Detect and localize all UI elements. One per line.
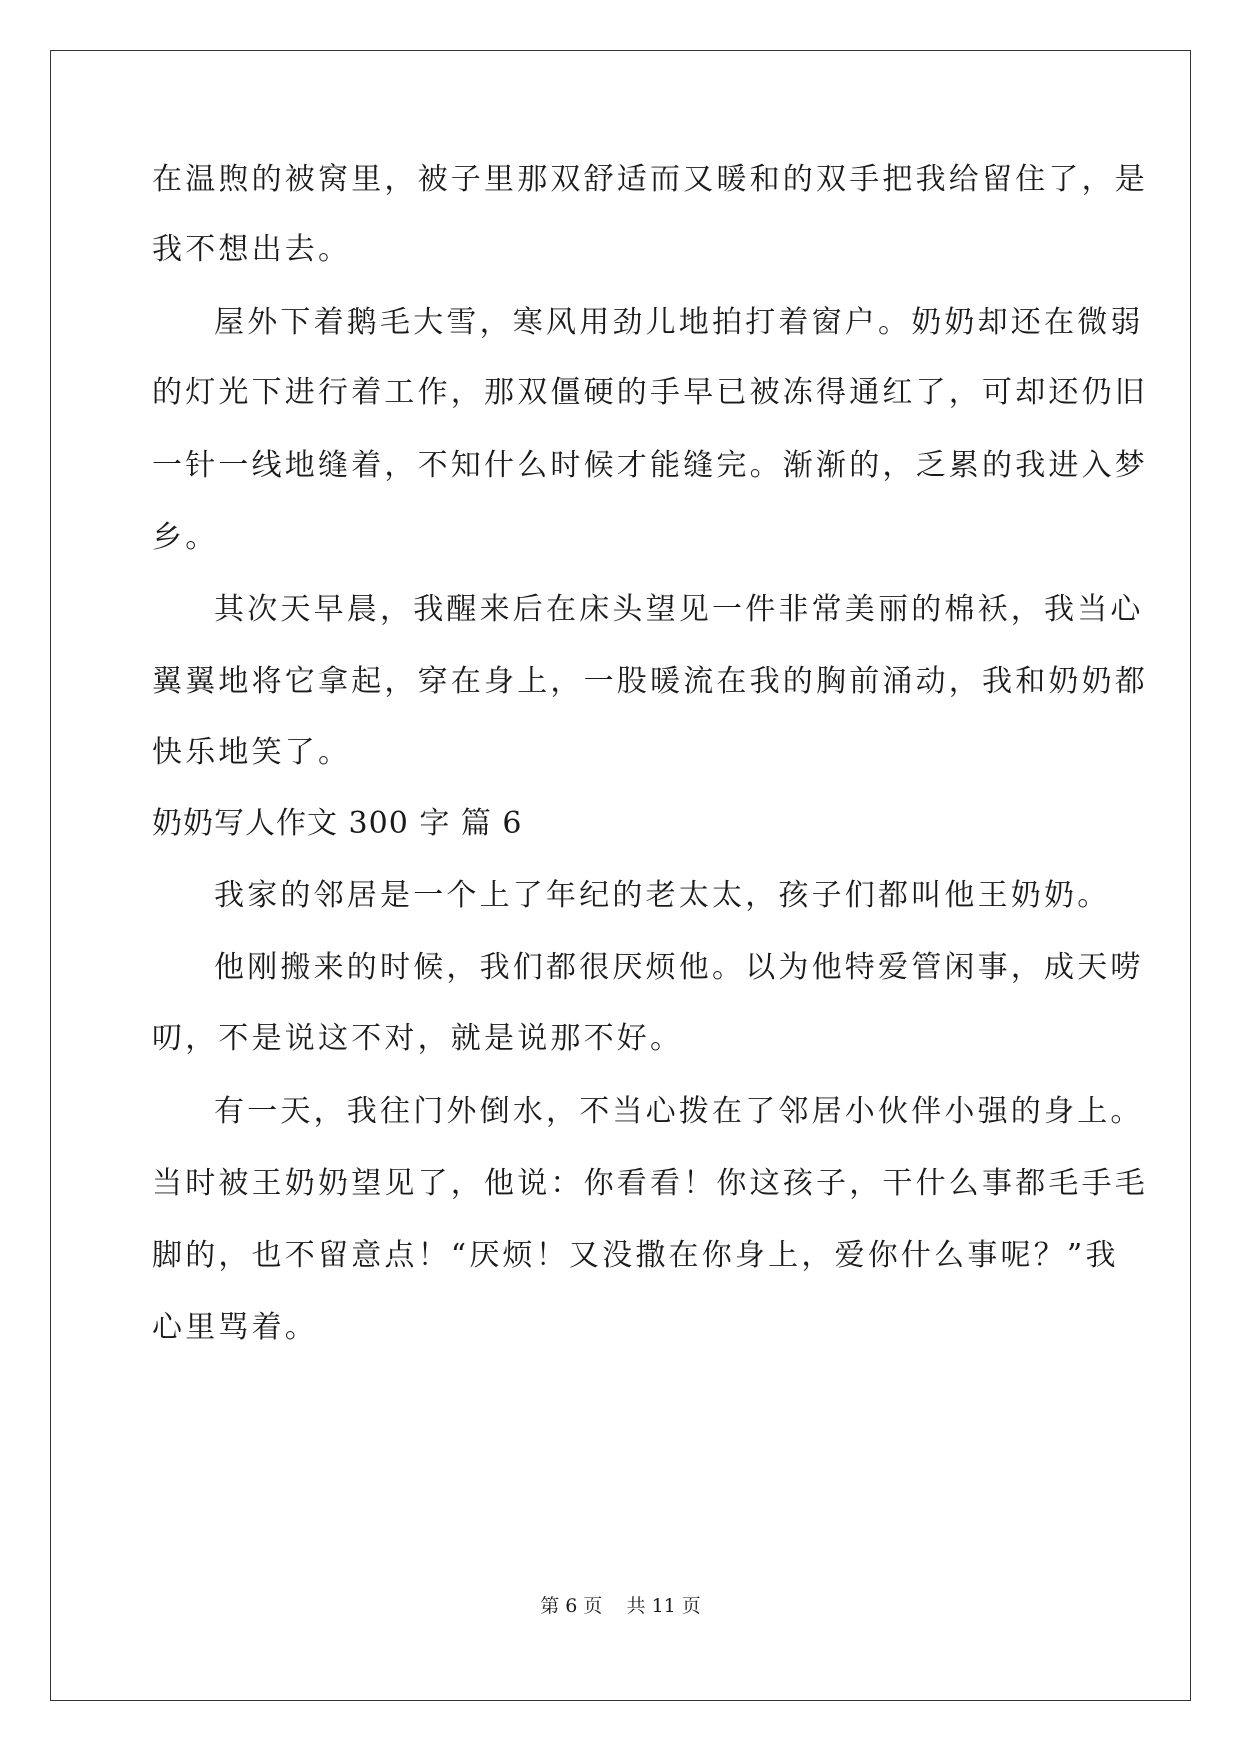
body-line: 心里骂着。	[152, 1310, 318, 1345]
body-line: 快乐地笑了。	[152, 735, 352, 770]
body-line: 叨，不是说这不对，就是说那不好。	[152, 1021, 684, 1056]
body-line: 其次天早晨，我醒来后在床头望见一件非常美丽的棉袄，我当心	[214, 592, 1144, 627]
body-line: 有一天，我往门外倒水，不当心拨在了邻居小伙伴小强的身上。	[214, 1094, 1144, 1129]
body-line: 乡。	[152, 520, 219, 555]
body-line: 脚的，也不留意点！“厌烦！又没撒在你身上，爱你什么事呢？”我	[152, 1238, 1119, 1273]
body-line: 在温煦的被窝里，被子里那双舒适而又暖和的双手把我给留住了，是	[152, 162, 1148, 197]
body-line: 他刚搬来的时候，我们都很厌烦他。以为他特爱管闲事，成天唠	[214, 950, 1144, 985]
body-line: 我家的邻居是一个上了年纪的老太太，孩子们都叫他王奶奶。	[214, 878, 1111, 913]
body-line: 的灯光下进行着工作，那双僵硬的手早已被冻得通红了，可却还仍旧	[152, 375, 1148, 410]
body-line: 一针一线地缝着，不知什么时候才能缝完。渐渐的，乏累的我进入梦	[152, 448, 1148, 483]
page-number-footer: 第 6 页 共 11 页	[540, 1595, 701, 1617]
body-line: 我不想出去。	[152, 232, 352, 267]
body-line: 当时被王奶奶望见了，他说：你看看！你这孩子，干什么事都毛手毛	[152, 1166, 1148, 1201]
body-line: 翼翼地将它拿起，穿在身上，一股暖流在我的胸前涌动，我和奶奶都	[152, 664, 1148, 699]
body-line: 屋外下着鹅毛大雪，寒风用劲儿地拍打着窗户。奶奶却还在微弱	[214, 305, 1144, 340]
section-heading: 奶奶写人作文 300 字 篇 6	[152, 806, 523, 841]
